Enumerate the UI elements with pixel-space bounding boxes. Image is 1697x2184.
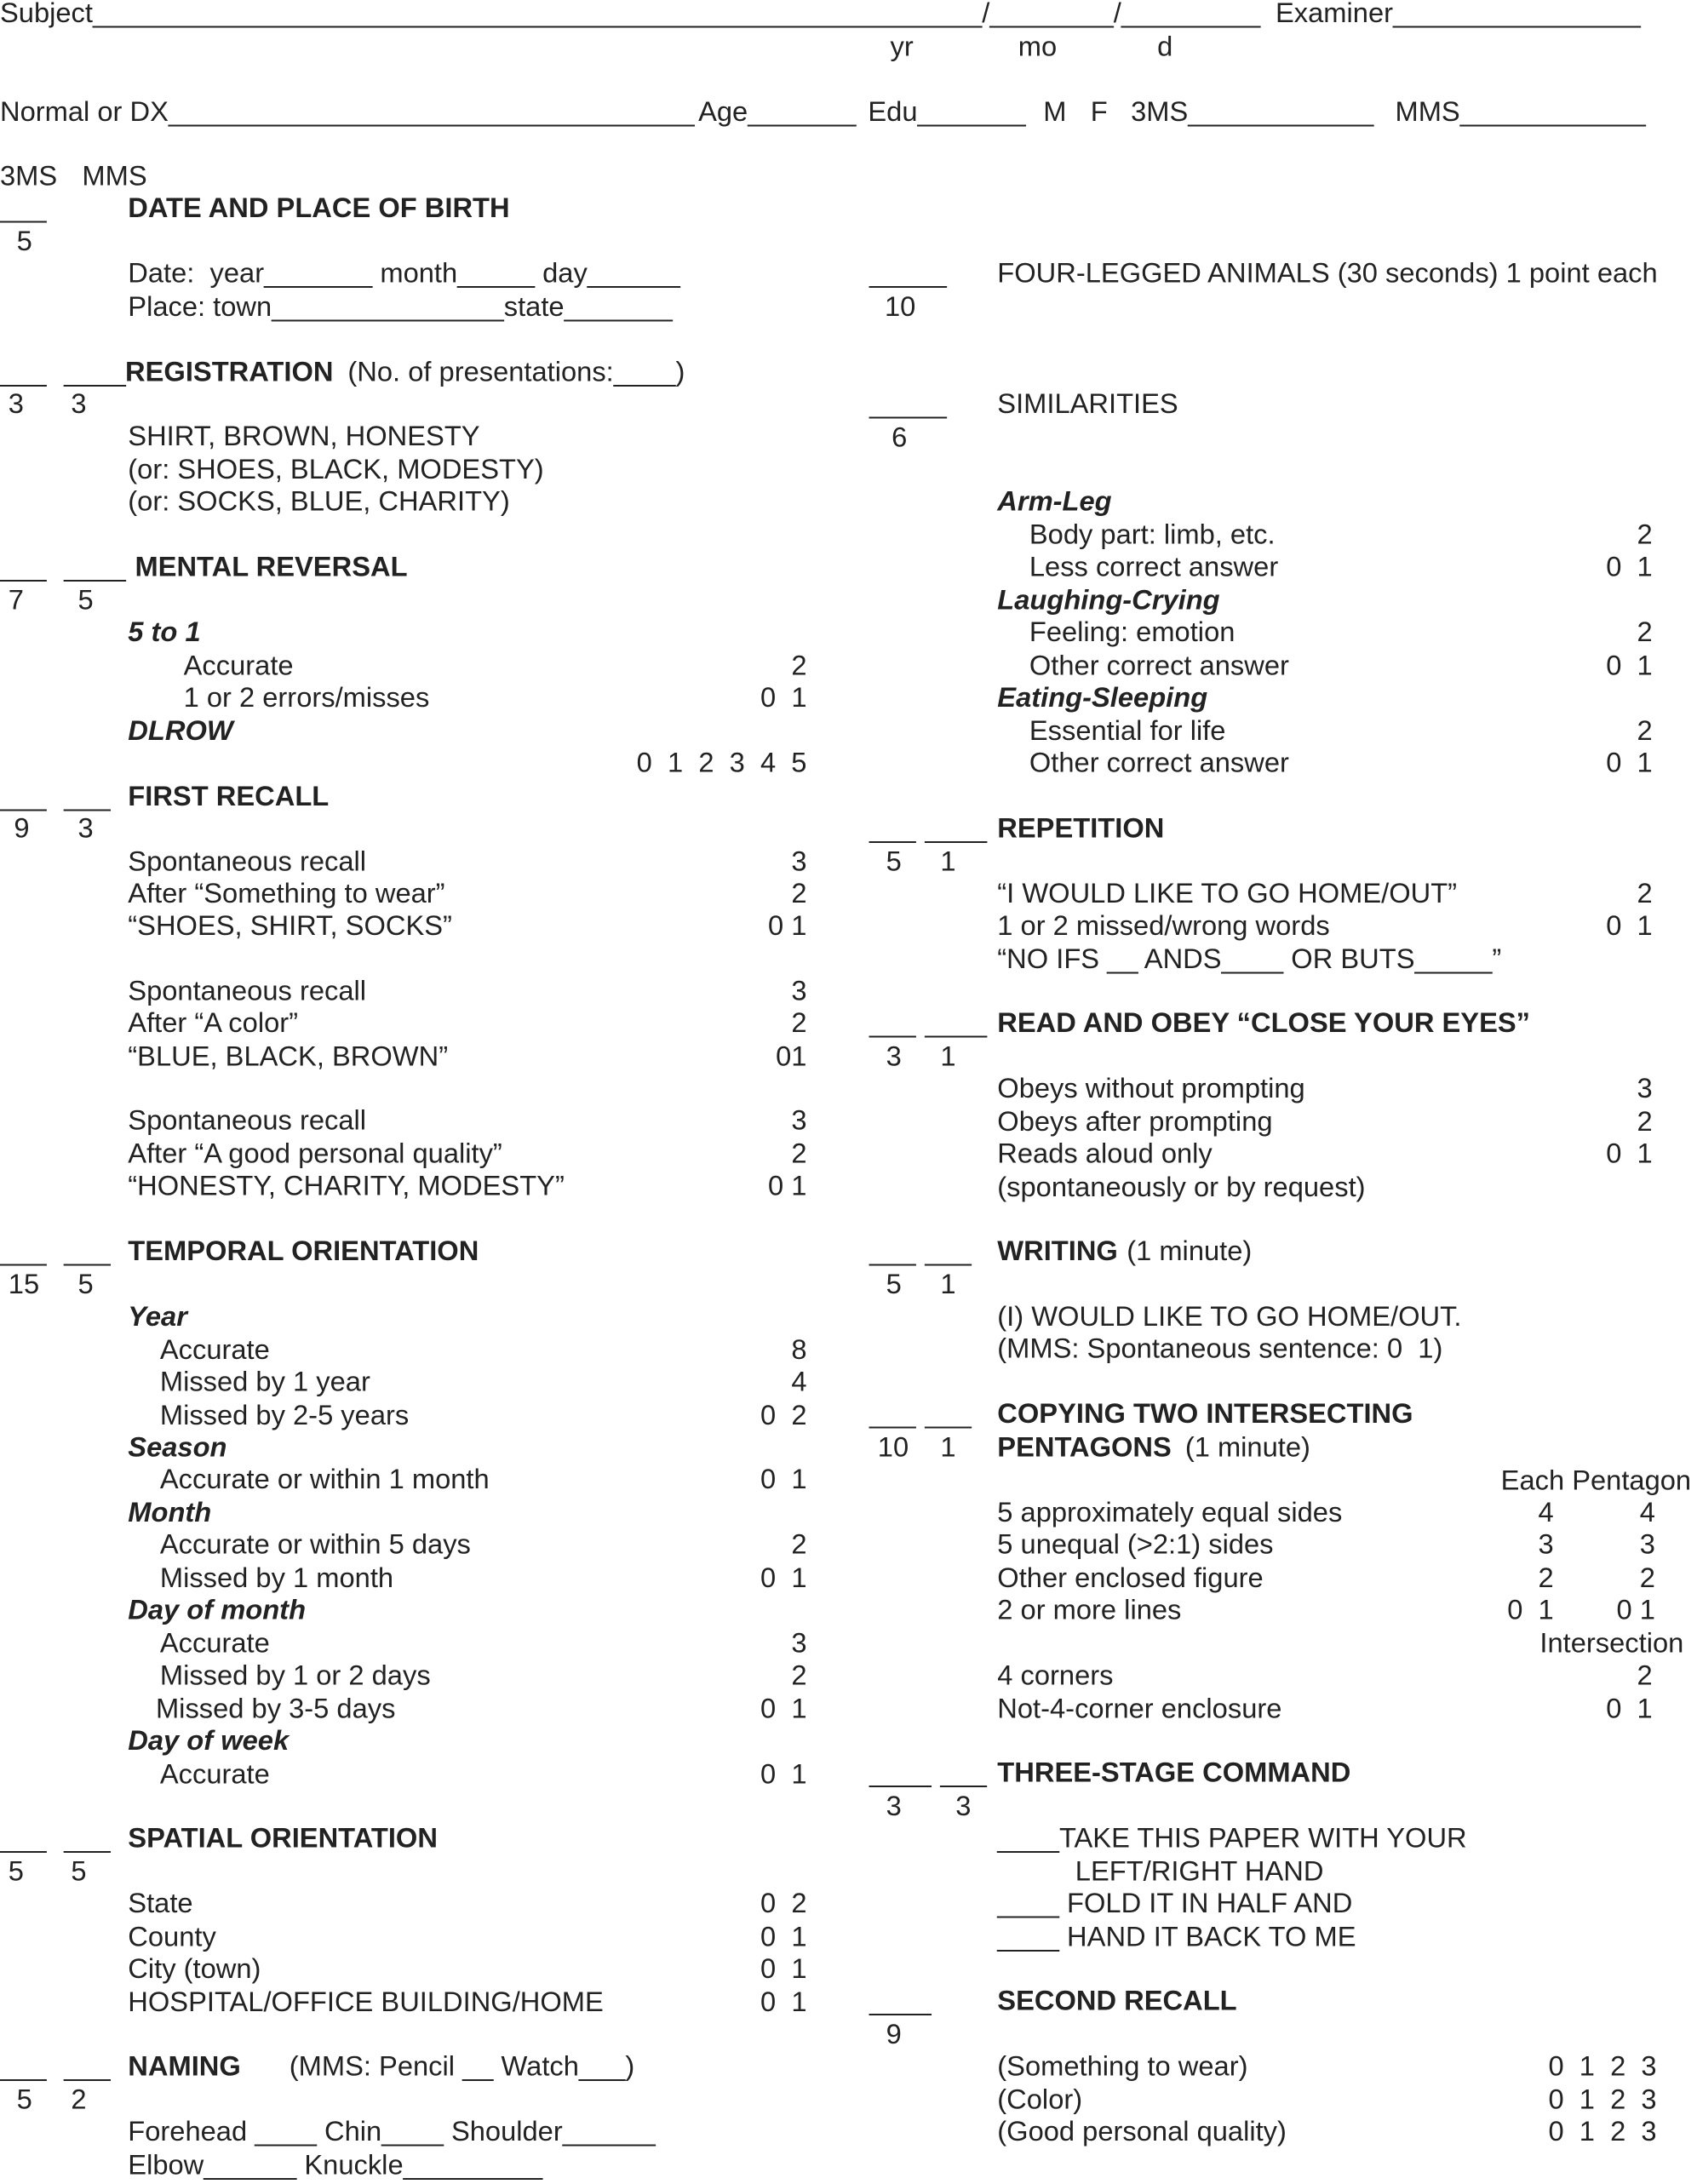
item-score: 2: [791, 1008, 807, 1040]
item-label: Obeys without prompting: [997, 1074, 1305, 1105]
item-score: 3: [791, 1628, 807, 1659]
word-list: (or: SHOES, BLACK, MODESTY): [128, 455, 544, 486]
item-score: 0 1: [760, 1465, 807, 1496]
item-label: Obeys after prompting: [997, 1107, 1273, 1138]
item-score: 0 1 2 3: [1548, 2051, 1657, 2083]
item-label: “I WOULD LIKE TO GO HOME/OUT”: [997, 879, 1458, 910]
male-option: M: [1043, 97, 1067, 129]
item-score: 0 1: [760, 1987, 807, 2019]
3ms-score-blank: ___: [0, 193, 47, 225]
mms-score-blank: ____: [925, 813, 988, 845]
mms-score-blank: ___: [64, 782, 111, 813]
item-label: (Color): [997, 2084, 1083, 2116]
item-label: Not-4-corner enclosure: [997, 1694, 1282, 1725]
mms-score-blank: ____: [925, 1008, 988, 1040]
body-parts-field: Forehead ____ Chin____ Shoulder______: [128, 2117, 656, 2148]
pentagon2-score: 4: [1639, 1498, 1655, 1529]
item-label: (I) WOULD LIKE TO GO HOME/OUT.: [997, 1302, 1462, 1333]
item-score: 2: [1637, 617, 1653, 649]
item-label: Missed by 1 month: [159, 1563, 394, 1595]
3ms-score-blank: _____: [869, 389, 947, 421]
item-score: 0 1: [768, 911, 807, 942]
item-score: 2: [1637, 879, 1653, 910]
word-list: (or: SOCKS, BLUE, CHARITY): [128, 486, 510, 518]
birth-place-field: Place: town_______________state_______: [128, 292, 673, 323]
item-score: 0 1: [1606, 911, 1653, 942]
item-score: 2: [791, 651, 807, 682]
section-title: PENTAGONS: [997, 1432, 1172, 1464]
subsection-title: 5 to 1: [128, 617, 201, 649]
item-score: 3: [1637, 1074, 1653, 1105]
3ms-score-blank: ___: [869, 1399, 916, 1430]
section-title: READ AND OBEY “CLOSE YOUR EYES”: [997, 1008, 1531, 1040]
item-score: 0 1: [768, 1171, 807, 1202]
3ms-score-blank: ___: [0, 357, 47, 388]
command-step: LEFT/RIGHT HAND: [1075, 1856, 1324, 1888]
3ms-score-blank: ___: [869, 1236, 916, 1268]
command-step: ____ FOLD IT IN HALF AND: [997, 1889, 1353, 1920]
mms-max-score: 1: [940, 1269, 956, 1300]
column-header: Each Pentagon: [1500, 1465, 1692, 1497]
item-score: 0 1: [1606, 651, 1653, 682]
subsection-title: Arm-Leg: [997, 486, 1112, 518]
pentagon1-score: 0 1: [1507, 1595, 1554, 1626]
section-title: SIMILARITIES: [997, 389, 1178, 421]
3ms-total-field: 3MS____________: [1131, 97, 1374, 129]
section-title: REPETITION: [997, 813, 1165, 845]
pentagon2-score: 3: [1639, 1529, 1655, 1561]
subject-field: Subject__________________________________________________: [0, 0, 867, 30]
mms-score-blank: ___: [64, 1823, 111, 1854]
item-label: 1 or 2 missed/wrong words: [997, 911, 1330, 942]
item-label: Body part: limb, etc.: [1029, 519, 1276, 551]
item-label: “BLUE, BLACK, BROWN”: [128, 1041, 449, 1073]
section-title: COPYING TWO INTERSECTING: [997, 1399, 1413, 1430]
3ms-max-score: 5: [16, 2084, 32, 2116]
subsection-title: DLROW: [128, 716, 233, 748]
3ms-max-score: 9: [14, 813, 30, 845]
3ms-column-header: 3MS: [0, 161, 58, 192]
section-title: WRITING: [997, 1236, 1118, 1268]
item-score: 2: [1637, 716, 1653, 748]
3ms-score-blank: ____: [869, 1986, 932, 2017]
item-label: 5 approximately equal sides: [997, 1498, 1343, 1529]
3ms-score-blank: ____: [869, 1757, 932, 1789]
item-label: Spontaneous recall: [128, 846, 367, 878]
mms-total-field: MMS____________: [1395, 97, 1646, 129]
section-title: REGISTRATION: [125, 357, 334, 388]
item-score: 0 1: [760, 1563, 807, 1595]
item-score: 0 1: [760, 683, 807, 714]
column-header: Intersection: [1539, 1628, 1684, 1659]
section-title: FIRST RECALL: [128, 782, 330, 813]
item-label: Feeling: emotion: [1029, 617, 1235, 649]
item-label: City (town): [128, 1954, 261, 1986]
section-note: (No. of presentations:____): [347, 357, 685, 388]
item-score: 0 1: [760, 1922, 807, 1953]
section-note: (1 minute): [1184, 1432, 1310, 1464]
command-step: ____TAKE THIS PAPER WITH YOUR: [997, 1823, 1467, 1854]
item-label: County: [128, 1922, 216, 1953]
item-label: “NO IFS __ ANDS____ OR BUTS_____”: [997, 944, 1502, 976]
3ms-max-score: 10: [884, 292, 916, 323]
diagnosis-field: Normal or DX__________________________________: [0, 97, 695, 129]
mms-max-score: 2: [71, 2084, 87, 2116]
item-label: Spontaneous recall: [128, 976, 367, 1007]
mms-max-score: 5: [77, 1270, 94, 1301]
section-note: (MMS: Pencil __ Watch___): [289, 2051, 635, 2083]
item-label: Less correct answer: [1029, 552, 1279, 583]
item-score: 0 1: [1606, 1138, 1653, 1170]
3ms-max-score: 5: [886, 846, 902, 877]
item-label: Other correct answer: [1029, 651, 1289, 682]
item-label: 2 or more lines: [997, 1595, 1182, 1626]
day-label: d: [1157, 32, 1173, 63]
subsection-title: Year: [128, 1302, 187, 1333]
education-field: Edu_______: [868, 97, 1026, 129]
item-score: 01: [776, 1041, 807, 1073]
mms-column-header: MMS: [82, 161, 147, 192]
pentagon1-score: 2: [1538, 1563, 1554, 1595]
mms-score-blank: ___: [64, 2051, 111, 2083]
pentagon2-score: 0 1: [1616, 1595, 1655, 1626]
command-step: ____ HAND IT BACK TO ME: [997, 1922, 1356, 1953]
item-score: 0 1: [1606, 748, 1653, 779]
section-title: TEMPORAL ORIENTATION: [128, 1236, 479, 1268]
item-label: Accurate: [159, 1628, 270, 1659]
item-label: HOSPITAL/OFFICE BUILDING/HOME: [128, 1987, 604, 2019]
item-score: 2: [1637, 519, 1653, 551]
examiner-field: Examiner________________: [1276, 0, 1641, 30]
item-label: Accurate: [183, 651, 294, 682]
3ms-max-score: 3: [8, 389, 24, 421]
item-label: Missed by 1 year: [159, 1367, 370, 1398]
section-title: THREE-STAGE COMMAND: [997, 1757, 1351, 1789]
item-score: 0 1 2 3: [1548, 2117, 1657, 2148]
item-label: Other correct answer: [1029, 748, 1289, 779]
pentagon2-score: 2: [1639, 1563, 1655, 1595]
year-label: yr: [890, 32, 914, 63]
mms-score-blank: ___: [925, 1399, 972, 1430]
subsection-title: Day of month: [128, 1595, 307, 1626]
mms-score-blank: ___: [64, 1236, 111, 1268]
3ms-max-score: 10: [877, 1431, 909, 1463]
section-title: DATE AND PLACE OF BIRTH: [128, 193, 510, 225]
mms-max-score: 3: [77, 813, 94, 845]
3ms-max-score: 5: [16, 226, 32, 258]
item-label: Accurate: [159, 1335, 270, 1367]
3ms-max-score: 5: [886, 1269, 902, 1300]
item-label: “SHOES, SHIRT, SOCKS”: [128, 911, 452, 942]
3ms-score-blank: _____: [869, 258, 947, 289]
item-score: 3: [791, 1105, 807, 1137]
item-score: 3: [791, 846, 807, 878]
item-score: 3: [791, 976, 807, 1007]
item-score: 2: [791, 879, 807, 910]
item-score: 0 2: [760, 1889, 807, 1920]
subsection-title: Season: [128, 1432, 227, 1464]
mms-max-score: 1: [940, 1040, 956, 1072]
3ms-max-score: 15: [8, 1270, 40, 1301]
section-title: SECOND RECALL: [997, 1986, 1237, 2017]
item-label: After “Something to wear”: [128, 879, 445, 910]
item-score: 0 1: [760, 1694, 807, 1725]
subsection-title: Laughing-Crying: [997, 585, 1220, 616]
item-score: 8: [791, 1335, 807, 1367]
age-field: Age_______: [698, 97, 857, 129]
item-label: (Good personal quality): [997, 2117, 1287, 2148]
section-title: NAMING: [128, 2051, 241, 2083]
3ms-score-blank: ___: [0, 1236, 47, 1268]
item-label: 5 unequal (>2:1) sides: [997, 1529, 1274, 1561]
item-label: Missed by 3-5 days: [155, 1694, 396, 1725]
3ms-max-score: 3: [886, 1040, 902, 1072]
3ms-score-blank: ___: [0, 552, 47, 583]
mms-max-score: 3: [955, 1791, 972, 1823]
subsection-title: Eating-Sleeping: [997, 683, 1208, 714]
3ms-max-score: 5: [8, 1856, 24, 1888]
mms-max-score: 1: [940, 846, 956, 877]
item-score: 2: [791, 1660, 807, 1692]
3ms-score-blank: ___: [0, 2051, 47, 2083]
item-label: Essential for life: [1029, 716, 1226, 748]
item-score: 0 1 2 3 4 5: [636, 748, 807, 779]
item-score: 0 1 2 3: [1548, 2084, 1657, 2116]
3ms-score-blank: ___: [0, 1823, 47, 1854]
3ms-max-score: 6: [891, 422, 908, 454]
item-label: 1 or 2 errors/misses: [183, 683, 430, 714]
word-list: SHIRT, BROWN, HONESTY: [128, 421, 480, 452]
item-label: Accurate or within 1 month: [159, 1465, 490, 1496]
pentagon1-score: 4: [1538, 1498, 1554, 1529]
item-label: (MMS: Spontaneous sentence: 0 1): [997, 1333, 1443, 1365]
mms-max-score: 3: [71, 389, 87, 421]
3ms-score-blank: ___: [869, 813, 916, 845]
3ms-score-blank: ___: [869, 1008, 916, 1040]
item-label: Other enclosed figure: [997, 1563, 1264, 1595]
item-label: Accurate: [159, 1759, 270, 1791]
body-parts-field: Elbow______ Knuckle_________: [128, 2150, 543, 2181]
item-label: After “A good personal quality”: [128, 1138, 502, 1170]
mms-score-blank: ___: [940, 1757, 987, 1789]
test-date-field: ________/________/_________: [857, 0, 1261, 30]
pentagon1-score: 3: [1538, 1529, 1554, 1561]
item-score: 0 1: [760, 1759, 807, 1791]
section-title: SPATIAL ORIENTATION: [128, 1823, 438, 1854]
mms-max-score: 1: [940, 1431, 956, 1463]
item-label: Missed by 1 or 2 days: [159, 1660, 431, 1692]
item-label: (Something to wear): [997, 2051, 1248, 2083]
section-title: MENTAL REVERSAL: [135, 552, 408, 583]
mms-score-blank: ____: [64, 552, 126, 583]
mms-score-blank: ____: [64, 357, 126, 388]
month-label: mo: [1018, 32, 1058, 63]
item-label: (spontaneously or by request): [997, 1172, 1366, 1204]
item-score: 0 1: [1606, 1694, 1653, 1725]
3ms-max-score: 3: [886, 1791, 902, 1823]
item-score: 2: [791, 1138, 807, 1170]
subsection-title: Day of week: [128, 1726, 290, 1757]
section-note: (1 minute): [1127, 1236, 1253, 1268]
item-label: Missed by 2-5 years: [159, 1401, 410, 1431]
item-score: 2: [1637, 1107, 1653, 1138]
item-score: 0 1: [760, 1954, 807, 1986]
mms-max-score: 5: [71, 1856, 87, 1888]
subsection-title: Month: [128, 1498, 212, 1529]
birth-date-field: Date: year_______ month_____ day______: [128, 258, 680, 289]
3ms-max-score: 7: [8, 585, 24, 616]
female-option: F: [1090, 97, 1108, 129]
item-score: 0 2: [760, 1401, 807, 1431]
3ms-max-score: 9: [886, 2019, 902, 2050]
mms-score-blank: ___: [925, 1236, 972, 1268]
item-score: 0 1: [1606, 552, 1653, 583]
item-label: Reads aloud only: [997, 1138, 1213, 1170]
item-score: 4: [791, 1367, 807, 1398]
item-score: 2: [1637, 1660, 1653, 1692]
mms-max-score: 5: [77, 585, 94, 616]
item-label: State: [128, 1889, 193, 1920]
section-title: FOUR-LEGGED ANIMALS (30 seconds) 1 point each: [997, 258, 1658, 289]
item-label: “HONESTY, CHARITY, MODESTY”: [128, 1171, 565, 1202]
item-score: 2: [791, 1529, 807, 1561]
3ms-score-blank: ___: [0, 782, 47, 813]
item-label: Spontaneous recall: [128, 1105, 367, 1137]
item-label: Accurate or within 5 days: [159, 1529, 471, 1561]
item-label: 4 corners: [997, 1660, 1114, 1692]
item-label: After “A color”: [128, 1008, 299, 1040]
